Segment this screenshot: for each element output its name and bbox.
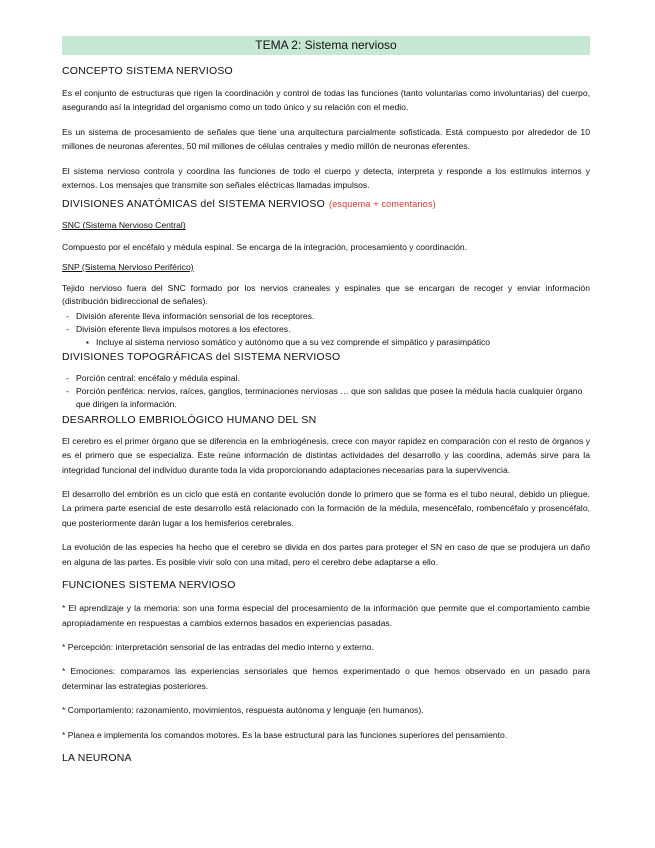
topographic-list <box>62 372 590 411</box>
heading-note: (esquema + comentarios) <box>329 199 436 210</box>
function-item: * Emociones: comparamos las experiencias sensoriales que hemos experimentado o que hemos observado en un pasado para determinar las estrategias posteriores. <box>62 666 590 691</box>
function-item: * Comportamiento: razonamiento, movimientos, respuesta autónoma y lenguaje (en humanos). <box>62 705 424 716</box>
function-item: * Planea e implementa los comandos motores. Es la base estructural para las funciones superiores del pensamiento. <box>62 729 508 740</box>
paragraph: Es el conjunto de estructuras que rigen la coordinación y control de todas las funciones (tanto voluntarias como involuntarias) del cuerpo, asegurando así la integridad del organismo como un todo único y su relación con el medio. <box>62 88 590 113</box>
heading-text: DIVISIONES ANATÓMICAS del SISTEMA NERVIOSO <box>62 198 325 211</box>
function-item: * Percepción: interpretación sensorial de las entradas del medio interno y externo. <box>62 641 374 652</box>
section-heading-concepto: CONCEPTO SISTEMA NERVIOSO <box>62 65 233 77</box>
paragraph: Compuesto por el encéfalo y médula espinal. Se encarga de la integración, procesamiento y coordinación. <box>62 242 468 253</box>
paragraph: El cerebro es el primer órgano que se diferencia en la embriogénesis, crece con mayor rapidez en comparación con el resto de órganos y es el primero que se especializa. Este reúne información de distintas actividades del desarrollo y las coordina, además sirve para la integridad funcional del individuo durante toda la vida proporcionando adaptaciones necesarias para la supervivencia. <box>62 435 590 475</box>
list-item: - Porción central: encéfalo y médula espinal. <box>62 372 590 385</box>
section-heading-desarrollo: DESARROLLO EMBRIOLÓGICO HUMANO DEL SN <box>62 413 317 426</box>
paragraph: Es un sistema de procesamiento de señales que tiene una arquitectura parcialmente sofisticada. Está compuesto por alrededor de 10 millones de neuronas aferentes, 50 mil millones de células centrales y medio millón de neuronas eferentes. <box>62 126 590 152</box>
section-heading-funciones: FUNCIONES SISTEMA NERVIOSO <box>62 579 236 592</box>
division-list <box>62 310 590 336</box>
function-item: * El aprendizaje y la memoria: son una forma especial del procesamiento de la información que permite que el comportamiento cambie apropiadamente en respuestas a cambios externos basados en experiencias pasadas. <box>62 603 590 628</box>
paragraph: El sistema nervioso controla y coordina las funciones de todo el cuerpo y detecta, interpreta y responde a los estímulos internos y externos. Los mensajes que transmite son señales eléctricas llamadas impulsos. <box>62 165 590 191</box>
section-heading-divisiones-topograficas: DIVISIONES TOPOGRÁFICAS del SISTEMA NERVIOSO <box>62 350 341 363</box>
subheading-snc: SNC (Sistema Nervioso Central) <box>62 220 186 231</box>
paragraph: El desarrollo del embrión es un ciclo que está en contante evolución donde lo primero que se forma es el tubo neural, debido un pliegue. La primera parte esencial de este desarrollo está relacionado con la formación de la médula, mesencéfalo, rombencéfalo y prosencéfalo, que posteriormente darán lugar a los hemisferios cerebrales. <box>62 489 590 528</box>
section-heading-divisiones-anatomicas <box>62 198 590 211</box>
list-item: - División eferente lleva impulsos motores a los efectores. <box>62 323 590 336</box>
list-item: - Porción periférica: nervios, raíces, ganglios, terminaciones nerviosas … que son salidas que posee la médula hacia cualquier órgano que dirigen la información. <box>62 385 590 411</box>
list-item: ▪ Incluye al sistema nervioso somático y autónomo que a su vez comprende el simpático y parasimpático <box>62 336 590 349</box>
division-sublist <box>62 336 590 349</box>
section-heading-neurona: LA NEURONA <box>62 751 132 764</box>
subheading-snp: SNP (Sistema Nervioso Periférico) <box>62 261 194 272</box>
document-title: TEMA 2: Sistema nervioso <box>62 36 590 55</box>
document-page <box>62 36 590 773</box>
paragraph: La evolución de las especies ha hecho que el cerebro se divida en dos partes para proteger el SN en caso de que se produjera un daño en alguna de las partes. Es posible vivir solo con una mitad, pero el cerebro debe adaptarse a ello. <box>62 542 590 567</box>
list-item: - División aferente lleva información sensorial de los receptores. <box>62 310 590 323</box>
paragraph: Tejido nervioso fuera del SNC formado por los nervios craneales y espinales que se encargan de recoger y enviar información (distribución bidireccional de señales). <box>62 282 590 306</box>
